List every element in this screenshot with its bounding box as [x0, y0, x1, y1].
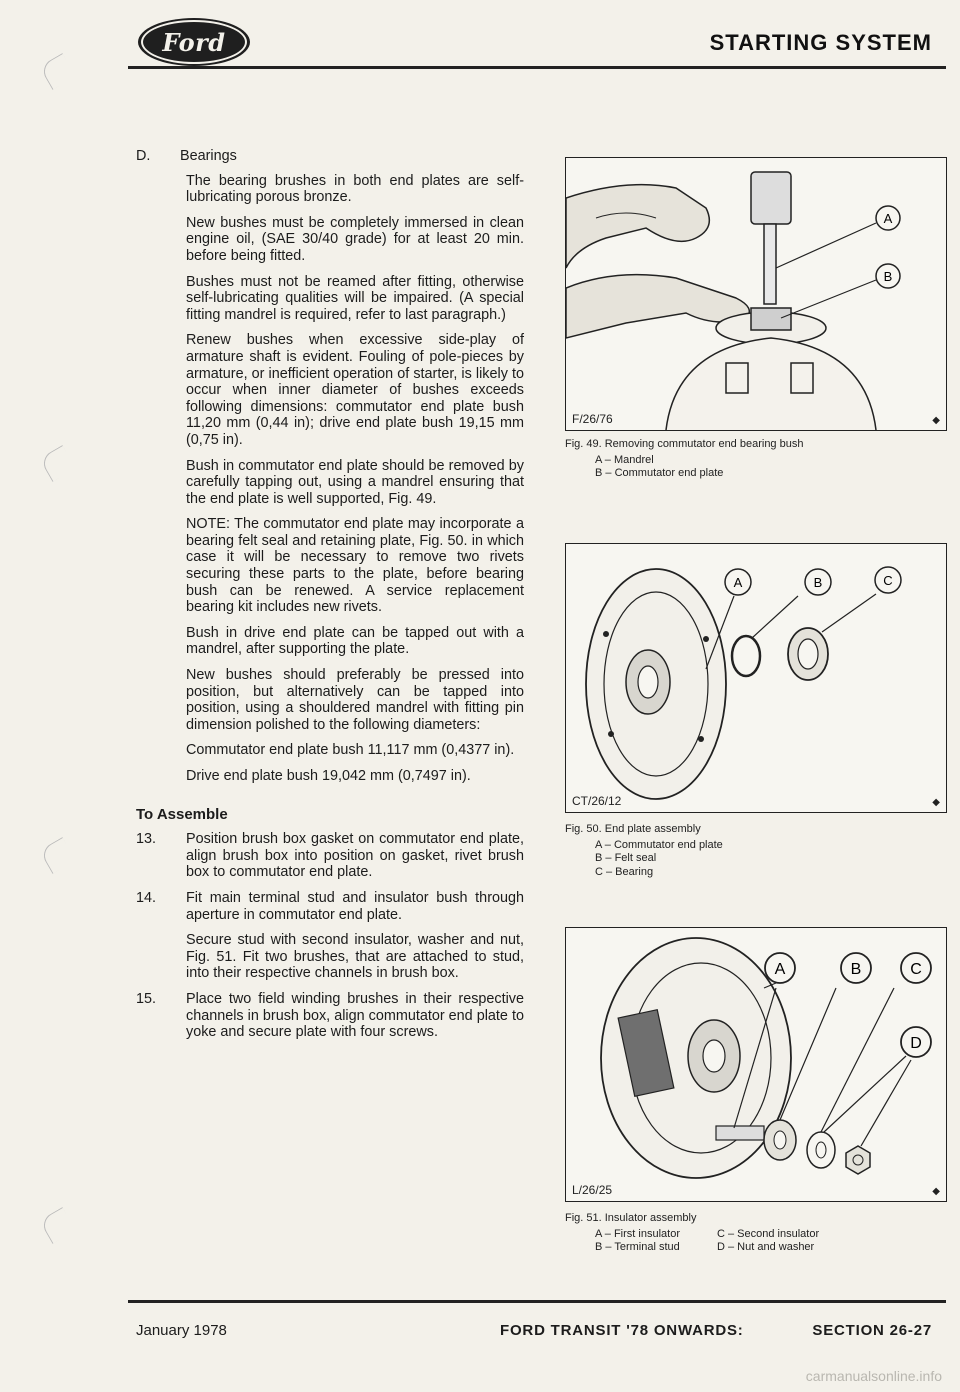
callout-b: B [850, 961, 862, 978]
punch-hole-mark [39, 837, 76, 874]
figure-id: CT/26/12 [572, 794, 622, 808]
footer-date: January 1978 [136, 1322, 227, 1339]
insulator-illustration [566, 928, 946, 1201]
step-text: Fit main terminal stud and insulator bush through aperture in commutator end plate. [186, 889, 524, 923]
assemble-heading: To Assemble [136, 805, 228, 823]
step-number: 14. [136, 889, 157, 906]
paragraph: The bearing brushes in both end plates are self-lubricating porous bronze. [186, 172, 524, 206]
end-plate-illustration [566, 544, 946, 812]
section-letter: D. [136, 148, 151, 164]
callout-c: C [883, 573, 893, 588]
callout-b: B [813, 575, 823, 590]
caption-item: B – Terminal stud [595, 1241, 680, 1253]
page-title: STARTING SYSTEM [709, 30, 932, 55]
footer-book-title: FORD TRANSIT '78 ONWARDS: [500, 1322, 744, 1339]
figure-51-caption [565, 1212, 867, 1255]
callout-a: A [883, 211, 893, 226]
paragraph: Bush in drive end plate can be tapped out with a mandrel, after supporting the plate. [186, 624, 524, 658]
punch-hole-mark [39, 1207, 76, 1244]
step-number: 15. [136, 990, 157, 1007]
callout-b: B [883, 269, 893, 284]
caption-item: A – Commutator end plate [595, 838, 723, 851]
caption-item: B – Felt seal [595, 852, 657, 864]
figure-51 [565, 927, 947, 1202]
caption-item: A – Mandrel [595, 453, 654, 466]
step-13 [136, 831, 524, 881]
callout-a: A [733, 575, 743, 590]
callout-a: A [774, 961, 786, 978]
punch-hole-mark [39, 445, 76, 482]
step-text: Place two field winding brushes in their respective channels in brush box, align commutator end plate to yoke and secure plate with four screws. [186, 990, 524, 1041]
caption-item: C – Bearing [595, 865, 654, 878]
paragraph: New bushes should preferably be pressed into position, but alternatively can be tapped into position, using a shouldered mandrel with fitting pin dimension polished to the following diameters: [186, 667, 524, 733]
figure-id: L/26/25 [572, 1183, 613, 1197]
step-text: Position brush box gasket on commutator end plate, align brush box into position on gasket, rivet brush box to commutator end plate. [186, 831, 524, 881]
ford-logo-text: Ford [141, 20, 247, 64]
step-number: 13. [136, 831, 157, 848]
ford-mark-icon: ◆ [932, 797, 940, 808]
figure-50-caption [565, 823, 723, 879]
callout-c: C [910, 961, 922, 978]
section-title: Bearings [180, 148, 237, 164]
main-text-column [136, 148, 524, 1050]
step-14 [136, 890, 524, 982]
figure-id: F/26/76 [572, 412, 613, 426]
punch-hole-mark [39, 53, 76, 90]
paragraph: Drive end plate bush 19,042 mm (0,7497 in). [186, 768, 471, 784]
header-divider [128, 66, 946, 69]
footer-section-number: SECTION 26-27 [812, 1322, 932, 1339]
section-heading [136, 148, 524, 165]
mandrel-illustration [566, 158, 946, 430]
paragraph: New bushes must be completely immersed in clean engine oil, (SAE 30/40 grade) for at least 20 min. before being fitted. [186, 214, 524, 264]
ford-mark-icon: ◆ [932, 415, 940, 426]
caption-title: Fig. 50. End plate assembly [565, 823, 701, 835]
paragraph: Commutator end plate bush 11,117 mm (0,4377 in). [186, 742, 515, 759]
caption-item: D – Nut and washer [717, 1241, 815, 1253]
figure-50 [565, 543, 947, 813]
paragraph: Bushes must not be reamed after fitting, otherwise self-lubricating qualities will be impaired. (A special fitting mandrel is required, refer to last paragraph.) [186, 273, 524, 323]
caption-item: C – Second insulator [717, 1227, 820, 1240]
figure-49-caption [565, 438, 803, 481]
caption-item: A – First insulator [595, 1227, 680, 1240]
callout-d: D [910, 1035, 922, 1052]
footer-divider [128, 1300, 946, 1303]
watermark: carmanualsonline.info [805, 1368, 942, 1384]
caption-title: Fig. 51. Insulator assembly [565, 1212, 697, 1224]
ford-logo [138, 18, 250, 66]
caption-title: Fig. 49. Removing commutator end bearing bush [565, 438, 804, 450]
paragraph: NOTE: The commutator end plate may incorporate a bearing felt seal and retaining plate, Fig. 50. in which case it will be necessary to remove two rivets securing these parts to the plate, before bearing bush can be renewed. A service replacement bearing kit includes new rivets. [186, 516, 524, 616]
paragraph: Bush in commutator end plate should be removed by carefully tapping out, using a mandrel ensuring that the end plate is well supported, Fig. 49. [186, 457, 524, 507]
caption-item: B – Commutator end plate [595, 467, 724, 479]
figure-49 [565, 157, 947, 431]
step-15 [136, 991, 524, 1041]
paragraph: Renew bushes when excessive side-play of armature shaft is evident. Fouling of pole-pieces by armature, or inefficient operation of starter, is likely to occur when inner diameter of bushes exceeds following dimensions: commutator end plate bush 11,20 mm (0,44 in); drive end plate bush 19,15 mm (0,75 in). [186, 332, 524, 448]
ford-mark-icon: ◆ [932, 1186, 940, 1197]
step-text: Secure stud with second insulator, washer and nut, Fig. 51. Fit two brushes, that are attached to stud, into their respective channels in brush box. [186, 932, 524, 982]
